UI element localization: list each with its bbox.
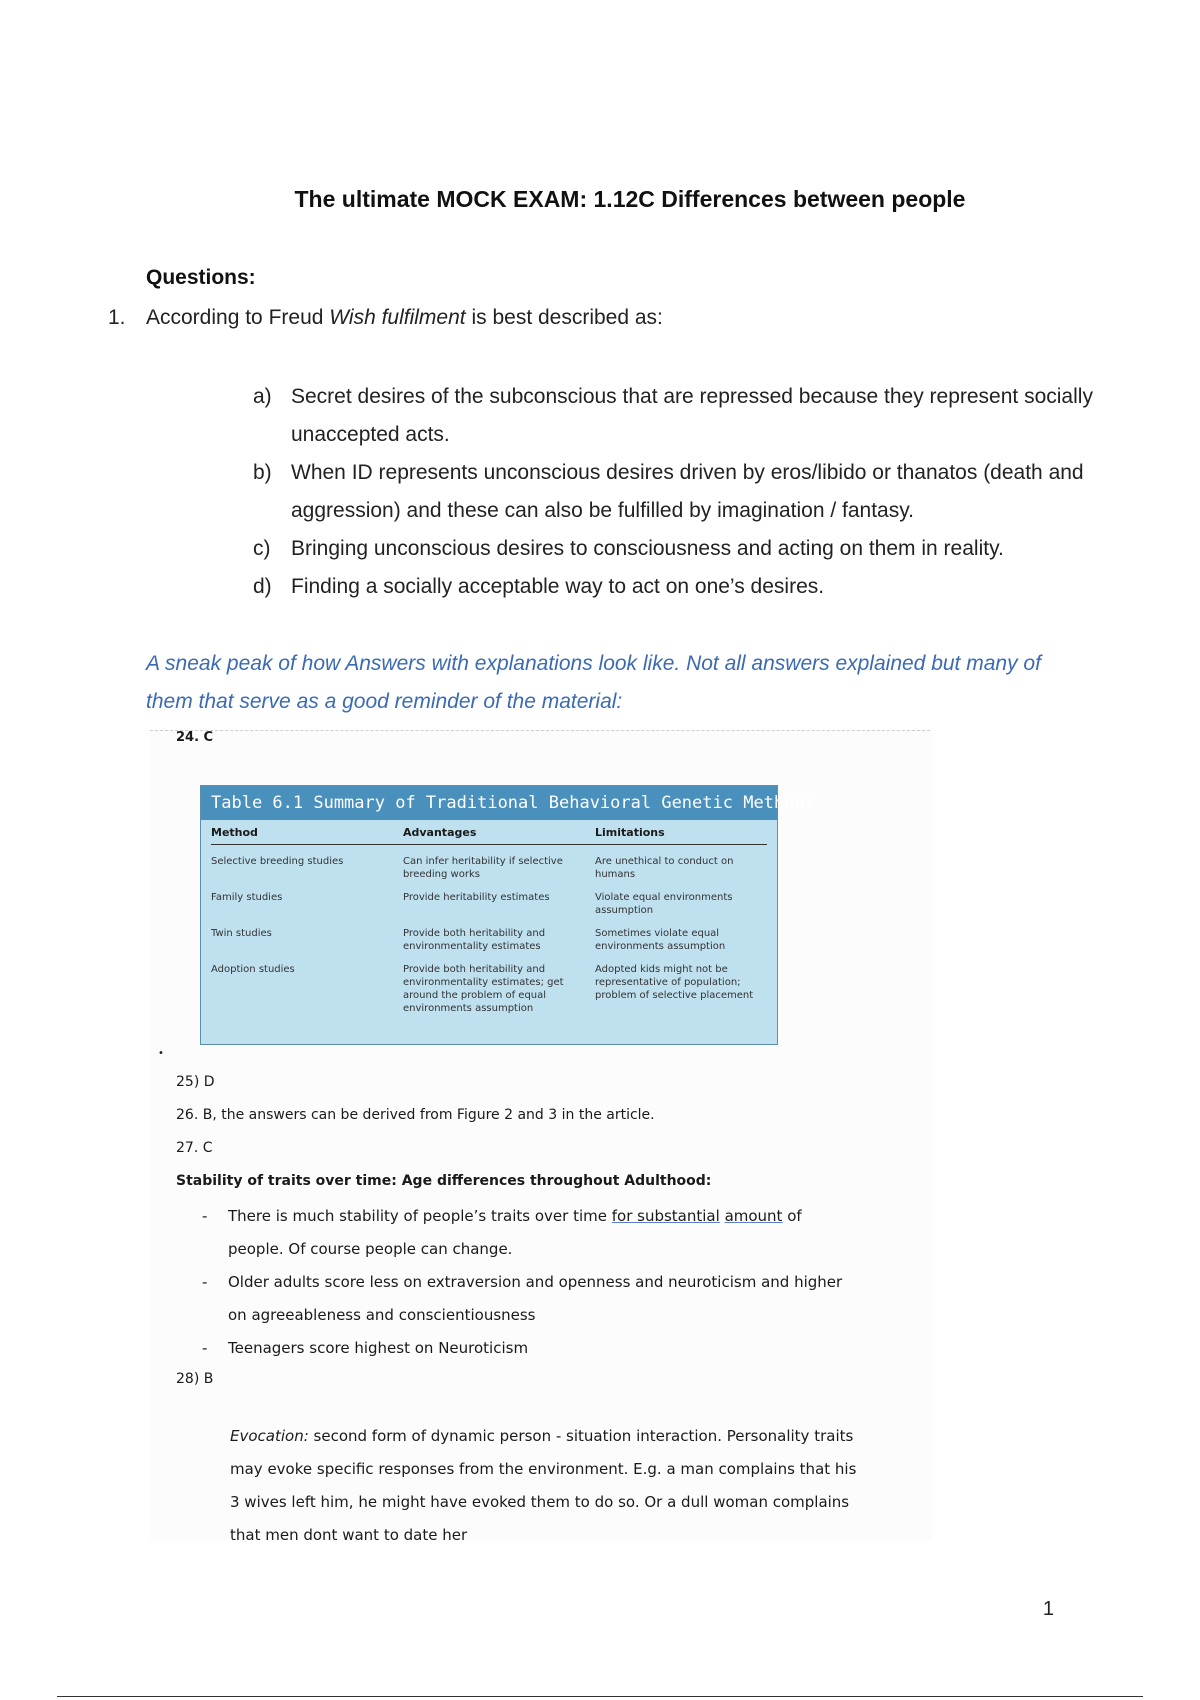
stray-mark: •: [158, 1048, 164, 1059]
list-item: [202, 1200, 852, 1266]
column-header: Limitations: [595, 826, 665, 839]
bullet-text: [228, 1200, 852, 1266]
list-item: [202, 1332, 852, 1365]
table-cell: Violate equal environments assumption: [595, 892, 733, 916]
page-number: 1: [1042, 1598, 1054, 1620]
bullet-text-part: There is much stability of people’s traits over time: [228, 1207, 612, 1225]
sneak-peek-note: A sneak peak of how Answers with explanations look like. Not all answers explained but many of them that serve as a good reminder of the material:: [146, 652, 1041, 713]
option-text: Finding a socially acceptable way to act on one’s desires.: [291, 575, 825, 598]
bullet-marker: -: [202, 1273, 208, 1291]
evocation-text: second form of dynamic person - situation interaction. Personality traits may evoke specific responses from the environment. E.g. a man complains that his 3 wives left him, he might have evoked them to do so. Or a dull woman complains that men dont want to date her: [230, 1427, 857, 1544]
table-cell: Sometimes violate equal environments assumption: [595, 928, 726, 952]
option-a: [253, 378, 1093, 454]
question-text-before: According to Freud: [146, 306, 330, 329]
answer-28: 28) B: [176, 1371, 214, 1387]
bullet-text-part: of people. Of course people can change.: [228, 1207, 802, 1258]
table-cell: Provide heritability estimates: [403, 892, 550, 903]
option-text: Bringing unconscious desires to consciousness and acting on them in reality.: [291, 537, 1004, 560]
underlined-phrase: amount: [724, 1207, 783, 1225]
table-header-row: [211, 820, 767, 845]
stability-bullets: [202, 1200, 852, 1365]
table-title: Table 6.1 Summary of Traditional Behavioral Genetic Methods: [201, 786, 777, 820]
answer-24: 24. C: [176, 730, 214, 745]
genetic-methods-table: [200, 785, 815, 1045]
option-letter: c): [253, 537, 271, 560]
answer-25: 25) D: [176, 1074, 215, 1090]
option-letter: d): [253, 575, 272, 598]
column-header: Advantages: [403, 826, 477, 839]
table-cell: Adopted kids might not be representative of population; problem of selective placement: [595, 964, 754, 1001]
stability-heading: Stability of traits over time: Age differences throughout Adulthood:: [176, 1173, 712, 1189]
table-cell: Selective breeding studies: [211, 856, 344, 867]
document-title: The ultimate MOCK EXAM: 1.12C Differences between people: [294, 186, 966, 212]
bullet-marker: -: [202, 1207, 208, 1225]
table-row: [211, 927, 767, 953]
question-1: [108, 306, 663, 330]
option-b: [253, 454, 1093, 530]
answers-preview-image: [150, 730, 932, 1544]
table-cell: Family studies: [211, 892, 283, 903]
table-cell: Provide both heritability and environmentality estimates; get around the problem of equal environments assumption: [403, 964, 564, 1014]
option-c: [253, 530, 1093, 568]
bullet-text: Older adults score less on extraversion and openness and neuroticism and higher on agreeableness and conscientiousness: [228, 1273, 843, 1324]
table-cell: Can infer heritability if selective breeding works: [403, 856, 563, 880]
table-cell: Adoption studies: [211, 964, 295, 975]
answer-26: 26. B, the answers can be derived from Figure 2 and 3 in the article.: [176, 1107, 655, 1123]
option-d: [253, 568, 1093, 606]
option-letter: a): [253, 385, 272, 408]
table-row: [211, 855, 767, 881]
evocation-explanation: [230, 1420, 870, 1544]
column-header: Method: [211, 826, 258, 839]
option-text: When ID represents unconscious desires driven by eros/libido or thanatos (death and aggression) and these can also be fulfilled by imagination / fantasy.: [291, 461, 1084, 522]
option-text: Secret desires of the subconscious that are repressed because they represent socially unaccepted acts.: [291, 385, 1093, 446]
divider: [150, 730, 930, 731]
bullet-marker: -: [202, 1339, 208, 1357]
table-cell: Twin studies: [211, 928, 272, 939]
bullet-text: Teenagers score highest on Neuroticism: [228, 1339, 529, 1357]
list-item: [202, 1266, 852, 1332]
evocation-term: Evocation:: [230, 1427, 309, 1445]
question-text-after: is best described as:: [465, 306, 663, 329]
question-term: Wish fulfilment: [329, 306, 466, 329]
table-row: [211, 963, 767, 1015]
table-row: [211, 891, 767, 917]
table-cell: Provide both heritability and environmentality estimates: [403, 928, 546, 952]
underlined-phrase: for substantial: [611, 1207, 720, 1225]
answer-27: 27. C: [176, 1140, 213, 1156]
footer-rule: [57, 1696, 1143, 1697]
question-number: 1.: [108, 306, 126, 329]
option-letter: b): [253, 461, 272, 484]
questions-heading: Questions:: [146, 266, 256, 289]
table-cell: Are unethical to conduct on humans: [595, 856, 734, 880]
answer-options: [253, 378, 1093, 606]
